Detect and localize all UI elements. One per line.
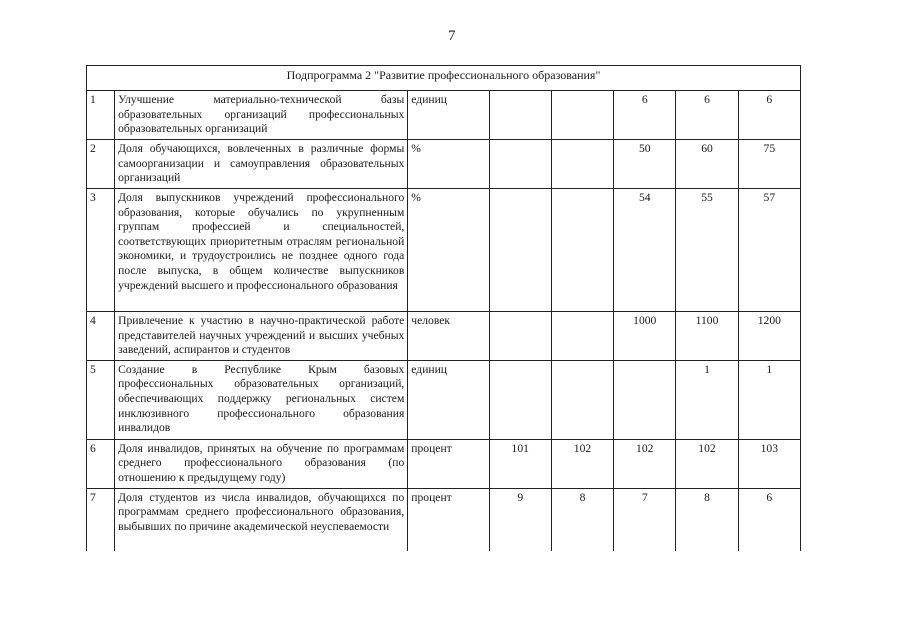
value-cell [489, 189, 551, 312]
value-cell: 102 [676, 439, 738, 488]
table-row [87, 488, 801, 551]
value-cell: 101 [489, 439, 551, 488]
row-number: 4 [87, 312, 115, 361]
unit-cell: единиц [408, 360, 489, 439]
value-cell: 1100 [676, 312, 738, 361]
row-number: 1 [87, 91, 115, 140]
table-row [87, 140, 801, 189]
value-cell [551, 360, 613, 439]
unit-cell: % [408, 140, 489, 189]
value-cell: 8 [551, 488, 613, 551]
unit-cell: человек [408, 312, 489, 361]
value-cell: 8 [676, 488, 738, 551]
value-cell: 1200 [738, 312, 800, 361]
value-cell: 6 [676, 91, 738, 140]
unit-cell: процент [408, 439, 489, 488]
table-row [87, 91, 801, 140]
value-cell [551, 140, 613, 189]
value-cell [489, 312, 551, 361]
page-number: 7 [448, 28, 456, 44]
value-cell [551, 91, 613, 140]
table-row [87, 312, 801, 361]
value-cell: 6 [614, 91, 676, 140]
unit-cell: процент [408, 488, 489, 551]
table-row [87, 439, 801, 488]
value-cell [489, 91, 551, 140]
value-cell: 75 [738, 140, 800, 189]
subprogram-title: Подпрограмма 2 "Развитие профессионального образования" [87, 66, 801, 91]
value-cell: 9 [489, 488, 551, 551]
indicator-name: Доля обучающихся, вовлеченных в различные формы самоорганизации и самоуправления образовательных организаций [115, 140, 408, 189]
value-cell: 54 [614, 189, 676, 312]
value-cell: 6 [738, 91, 800, 140]
value-cell: 1 [738, 360, 800, 439]
value-cell: 7 [614, 488, 676, 551]
value-cell: 1000 [614, 312, 676, 361]
value-cell [489, 360, 551, 439]
row-number: 6 [87, 439, 115, 488]
value-cell [551, 312, 613, 361]
value-cell [551, 189, 613, 312]
subprogram-header-row [87, 66, 801, 91]
unit-cell: % [408, 189, 489, 312]
indicator-name: Привлечение к участию в научно-практической работе представителей научных учреждений и высших учебных заведений, аспирантов и студентов [115, 312, 408, 361]
value-cell: 50 [614, 140, 676, 189]
indicator-name: Доля студентов из числа инвалидов, обучающихся по программам среднего профессионального образования, выбывших по причине академической неуспеваемости [115, 488, 408, 551]
value-cell: 102 [614, 439, 676, 488]
value-cell: 102 [551, 439, 613, 488]
row-number: 5 [87, 360, 115, 439]
row-number: 2 [87, 140, 115, 189]
row-number: 3 [87, 189, 115, 312]
value-cell: 103 [738, 439, 800, 488]
value-cell [614, 360, 676, 439]
value-cell: 1 [676, 360, 738, 439]
value-cell: 55 [676, 189, 738, 312]
value-cell: 60 [676, 140, 738, 189]
value-cell: 57 [738, 189, 800, 312]
indicators-table [86, 65, 801, 551]
value-cell: 6 [738, 488, 800, 551]
indicator-name: Доля выпускников учреждений профессионального образования, которые обучались по укрупненным группам профессией и специальностей, соответствующих приоритетным отраслям региональной экономики, и трудоустроились не позднее одного года после выпуска, в общем количестве выпускников учреждений высшего и профессионального образования [115, 189, 408, 312]
indicator-name: Доля инвалидов, принятых на обучение по программам среднего профессионального образования (по отношению к предыдущему году) [115, 439, 408, 488]
indicator-name: Улучшение материально-технической базы образовательных организаций профессиональных образовательных организаций [115, 91, 408, 140]
unit-cell: единиц [408, 91, 489, 140]
indicator-name: Создание в Республике Крым базовых профессиональных образовательных организаций, обеспечивающих поддержку региональных систем инклюзивного профессионального образования инвалидов [115, 360, 408, 439]
table-row [87, 360, 801, 439]
row-number: 7 [87, 488, 115, 551]
value-cell [489, 140, 551, 189]
table-row [87, 189, 801, 312]
